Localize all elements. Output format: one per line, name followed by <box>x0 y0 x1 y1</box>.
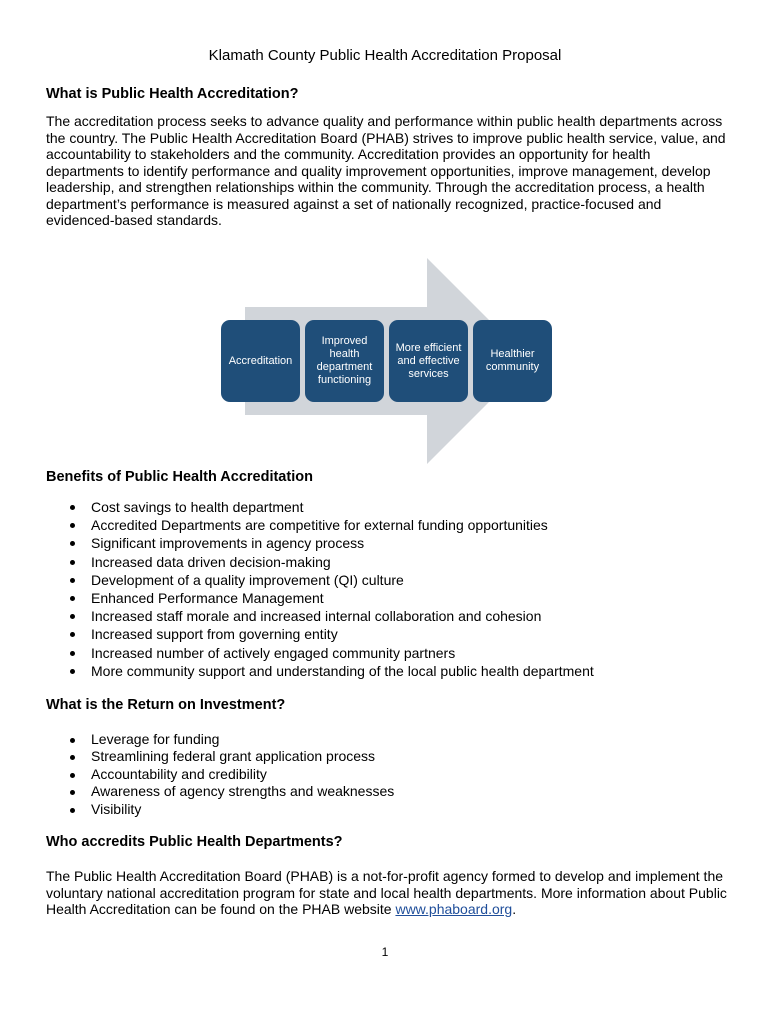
paragraph-who-accredits <box>46 868 736 918</box>
paragraph-line: leadership, and strengthen relationships within the community. Through the accreditation process, a health <box>46 179 705 195</box>
heading-benefits: Benefits of Public Health Accreditation <box>46 469 313 485</box>
list-item: Visibility <box>46 801 394 818</box>
list-item: Awareness of agency strengths and weaknesses <box>46 783 394 800</box>
paragraph-line <box>46 901 736 918</box>
process-step-efficient-services: More efficient and effective services <box>389 320 468 402</box>
heading-who-accredits: Who accredits Public Health Departments? <box>46 834 343 850</box>
list-item: Leverage for funding <box>46 731 394 748</box>
list-item: Increased staff morale and increased internal collaboration and cohesion <box>46 607 594 625</box>
benefits-list <box>46 498 594 680</box>
list-item: More community support and understanding of the local public health department <box>46 662 594 680</box>
process-arrow-graphic <box>0 0 770 470</box>
paragraph-line: The Public Health Accreditation Board (PHAB) is a not-for-profit agency formed to develop and implement the <box>46 868 724 884</box>
list-item: Enhanced Performance Management <box>46 589 594 607</box>
roi-list <box>46 731 394 818</box>
list-item: Cost savings to health department <box>46 498 594 516</box>
paragraph-line: evidenced-based standards. <box>46 212 222 228</box>
phab-website-link[interactable]: www.phaboard.org <box>395 901 513 917</box>
list-item: Increased data driven decision-making <box>46 553 594 571</box>
paragraph-line: accountability to stakeholders and the community. Accreditation provides an opportunity for health <box>46 146 651 162</box>
list-item: Accountability and credibility <box>46 766 394 783</box>
list-item: Streamlining federal grant application process <box>46 748 394 765</box>
process-step-improved-functioning: Improved health department functioning <box>305 320 384 402</box>
process-step-accreditation: Accreditation <box>221 320 300 402</box>
paragraph-text: . <box>512 901 517 917</box>
page-number: 1 <box>381 945 389 959</box>
paragraph-line: departments to identify performance and quality improvement opportunities, improve management, develop <box>46 162 711 179</box>
process-step-healthier-community: Healthier community <box>473 320 552 402</box>
list-item: Increased number of actively engaged community partners <box>46 644 594 662</box>
document-title: Klamath County Public Health Accreditation Proposal <box>208 47 562 64</box>
paragraph-line: voluntary national accreditation program for state and local health departments. More information about Public <box>46 884 727 901</box>
list-item: Increased support from governing entity <box>46 625 594 643</box>
paragraph-line: the country. The Public Health Accreditation Board (PHAB) strives to improve public health service, value, and <box>46 129 726 146</box>
list-item: Significant improvements in agency process <box>46 534 594 552</box>
paragraph-line: department’s performance is measured against a set of nationally recognized, practice-focused and <box>46 195 662 212</box>
list-item: Accredited Departments are competitive for external funding opportunities <box>46 516 594 534</box>
paragraph-line: The accreditation process seeks to advance quality and performance within public health departments across <box>46 113 723 129</box>
paragraph-text: Health Accreditation can be found on the PHAB website <box>46 901 396 917</box>
list-item: Development of a quality improvement (QI) culture <box>46 571 594 589</box>
heading-what-is-accreditation: What is Public Health Accreditation? <box>46 86 299 102</box>
heading-return-on-investment: What is the Return on Investment? <box>46 697 286 713</box>
